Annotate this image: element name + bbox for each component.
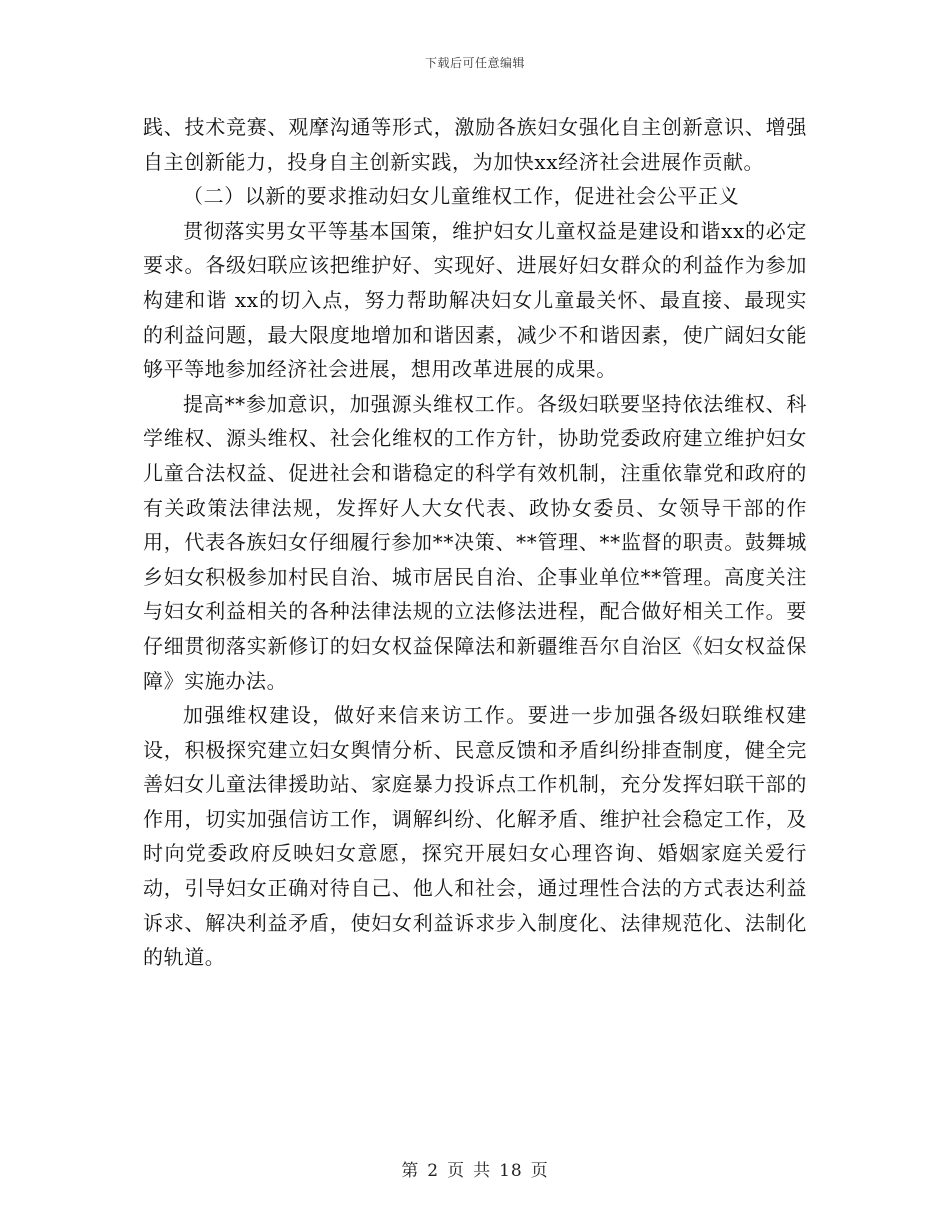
section-heading: （二）以新的要求推动妇女儿童维权工作，促进社会公平正义 (183, 184, 740, 209)
paragraph-petition: 加强维权建设，做好来信来访工作。要进一步加强各级妇联维权建设，积极探究建立妇女舆情分析、民意反馈和矛盾纠纷排查制度，健全完善妇女儿童法律援助站、家庭暴力投诉点工作机制，充分发挥妇联干部的作用，切实加强信访工作，调解纠纷、化解矛盾、维护社会稳定工作，及时向党委政府反映妇女意愿，探究开展妇女心理咨询、婚姻家庭关爱行动，引导妇女正确对待自己、他人和社会，通过理性合法的方式表达利益诉求、解决利益矛盾，使妇女利益诉求步入制度化、法律规范化、法制化的轨道。 (143, 703, 807, 970)
footer-page-unit: 页 (447, 1161, 466, 1181)
footer-total-prefix: 共 (473, 1161, 492, 1181)
paragraph-participation: 提高**参加意识，加强源头维权工作。各级妇联要坚持依法维权、科学维权、源头维权、社会化维权的工作方针，协助党委政府建立维护妇女儿童合法权益、促进社会和谐稳定的科学有效机制，注重依靠党和政府的有关政策法律法规，发挥好人大女代表、政协女委员、女领导干部的作用，代表各族妇女仔细履行参加**决策、**管理、**监督的职责。鼓舞城乡妇女积极参加村民自治、城市居民自治、企事业单位**管理。高度关注与妇女利益相关的各种法律法规的立法修法进程，配合做好相关工作。要仔细贯彻落实新修订的妇女权益保障法和新疆维吾尔自治区《妇女权益保障》实施办法。 (143, 391, 807, 693)
footer-page-number: 2 (427, 1161, 440, 1181)
footer-prefix: 第 (401, 1161, 420, 1181)
footer-total-pages: 18 (499, 1161, 523, 1181)
paragraph-continuation: 践、技术竞赛、观摩沟通等形式，激励各族妇女强化自主创新意识、增强自主创新能力，投身自主创新实践，为加快xx经济社会进展作贡献。 (143, 115, 807, 174)
paragraph-policy: 贯彻落实男女平等基本国策，维护妇女儿童权益是建设和谐xx的必定要求。各级妇联应该把维护好、实现好、进展好妇女群众的利益作为参加构建和谐 xx的切入点，努力帮助解决妇女儿童最关怀、最直接、最现实的利益问题，最大限度地增加和谐因素，减少不和谐因素，使广阔妇女能够平等地参加经济社会进展，想用改革进展的成果。 (143, 218, 807, 382)
document-body (143, 110, 807, 975)
footer-total-unit: 页 (530, 1161, 549, 1181)
page-footer (0, 1156, 950, 1181)
page-header: 下载后可任意编辑 (424, 56, 525, 70)
